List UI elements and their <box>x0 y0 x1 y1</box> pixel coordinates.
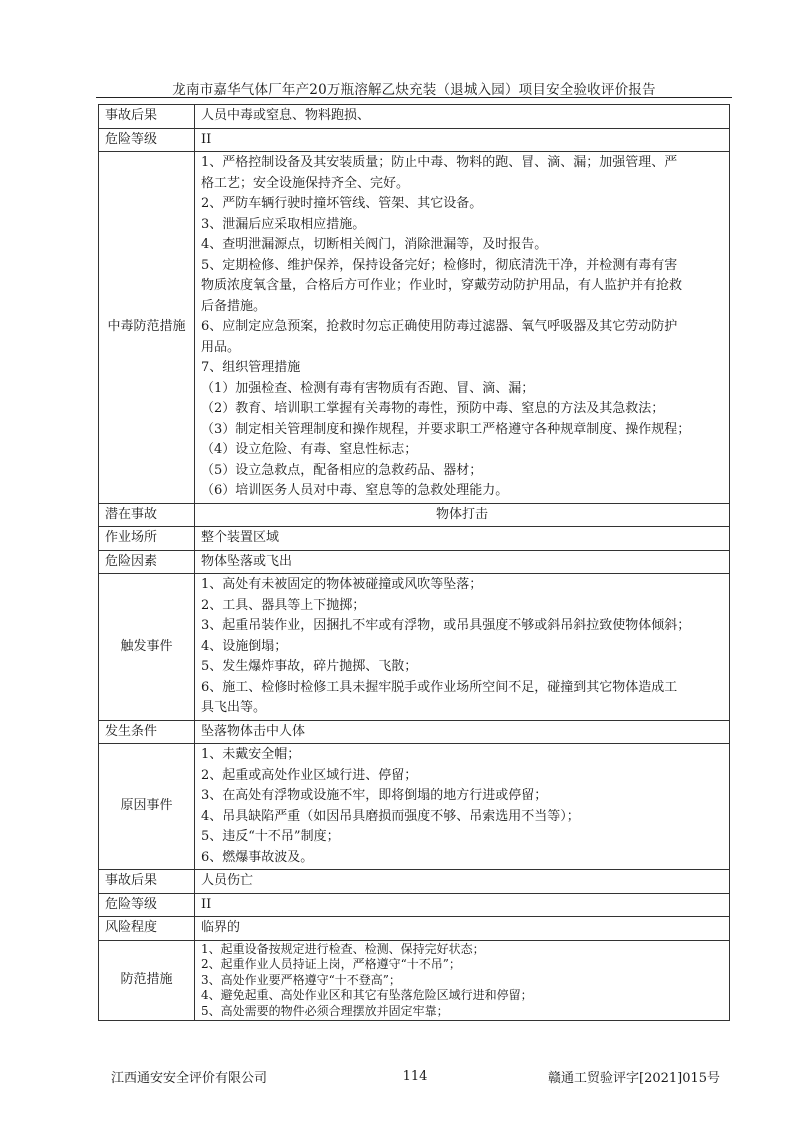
measure-line: 用品。 <box>201 339 241 355</box>
measure-line: （1）加强检查、检测有毒有害物质有否跑、冒、滴、漏； <box>201 380 535 396</box>
trigger-line: 2、工具、器具等上下抛掷； <box>201 597 366 613</box>
measure-line: 3、泄漏后应采取相应措施。 <box>201 216 366 232</box>
table-row <box>99 105 730 129</box>
table-row <box>99 893 730 917</box>
danger-level-value: II <box>195 893 730 917</box>
prevention-measures-label: 防范措施 <box>99 940 195 1021</box>
measure-line: （6）培训医务人员对中毒、窒息等的急救处理能力。 <box>201 483 509 498</box>
occurrence-condition-label: 发生条件 <box>99 720 195 744</box>
trigger-line: 4、设施倒塌； <box>201 638 288 654</box>
measure-line: 5、定期检修、维护保养，保持设备完好；检修时，彻底清洗干净，并检测有毒有害 <box>201 257 678 273</box>
hazard-factor-label: 危险因素 <box>99 550 195 574</box>
cause-event-list <box>195 744 730 870</box>
measure-line: 2、严防车辆行驶时撞坏管线、管架、其它设备。 <box>201 196 483 211</box>
report-header-title: 龙南市嘉华气体厂年产20万瓶溶解乙炔充装（退城入园）项目安全验收评价报告 <box>172 82 656 98</box>
measure-line: （5）设立急救点，配备相应的急救药品、器材； <box>201 462 483 478</box>
hazard-analysis-table <box>98 104 730 1021</box>
prevention-line: 3、高处作业要严格遵守“十不登高”； <box>201 972 401 987</box>
measure-line: 6、应制定应急预案，抢救时勿忘正确使用防毒过滤器、氧气呼吸器及其它劳动防护 <box>201 319 678 334</box>
measure-line: 格工艺；安全设施保持齐全、完好。 <box>201 175 410 191</box>
measure-line: 物质浓度氧含量，合格后方可作业；作业时，穿戴劳动防护用品，有人监护并有抢救 <box>201 278 683 293</box>
risk-degree-label: 风险程度 <box>99 917 195 941</box>
latent-accident-label: 潜在事故 <box>99 503 195 527</box>
table-row <box>99 720 730 744</box>
cause-line: 3、在高处有浮物或设施不牢，即将倒塌的地方行进或停留； <box>201 788 548 803</box>
header-rule <box>96 97 732 98</box>
poison-prevention-label: 中毒防范措施 <box>99 152 195 504</box>
cause-line: 4、吊具缺陷严重（如因吊具磨损而强度不够、吊索选用不当等）； <box>201 808 580 824</box>
trigger-line: 6、施工、检修时检修工具未握牢脱手或作业场所空间不足，碰撞到其它物体造成工 <box>201 679 678 695</box>
cause-line: 2、起重或高处作业区域行进、停留； <box>201 767 418 783</box>
danger-level-value: II <box>195 128 730 152</box>
work-site-value: 整个装置区域 <box>195 527 730 551</box>
footer-company: 江西通安安全评价有限公司 <box>111 1071 268 1086</box>
measure-line: 4、查明泄漏源点，切断相关阀门，消除泄漏等，及时报告。 <box>201 237 548 252</box>
cause-line: 5、违反“十不吊”制度； <box>201 829 340 844</box>
table-row <box>99 503 730 527</box>
prevention-measures-list <box>195 940 730 1021</box>
page-number: 114 <box>402 1069 428 1084</box>
table-row <box>99 128 730 152</box>
measure-line: 7、组织管理措施 <box>201 360 301 375</box>
consequence-value: 人员伤亡 <box>195 870 730 894</box>
occurrence-condition-value: 坠落物体击中人体 <box>195 720 730 744</box>
table-row <box>99 574 730 721</box>
cause-line: 1、未戴安全帽； <box>201 747 301 762</box>
cause-event-label: 原因事件 <box>99 744 195 870</box>
danger-level-label: 危险等级 <box>99 893 195 917</box>
measure-line: （2）教育、培训职工掌握有关毒物的毒性，预防中毒、窒息的方法及其急救法； <box>201 401 665 416</box>
trigger-line: 1、高处有未被固定的物体被碰撞或风吹等坠落； <box>201 577 483 592</box>
measure-line: 后备措施。 <box>201 298 267 314</box>
prevention-line: 4、避免起重、高处作业区和其它有坠落危险区域行进和停留； <box>201 988 533 1002</box>
work-site-label: 作业场所 <box>99 527 195 551</box>
table-row <box>99 744 730 870</box>
table-row <box>99 527 730 551</box>
hazard-factor-value: 物体坠落或飞出 <box>195 550 730 574</box>
consequence-value: 人员中毒或窒息、物料跑损、 <box>195 105 730 129</box>
trigger-line: 5、发生爆炸事故，碎片抛掷、飞散； <box>201 659 418 674</box>
measure-line: 1、严格控制设备及其安装质量；防止中毒、物料的跑、冒、滴、漏；加强管理、严 <box>201 155 678 170</box>
table-row <box>99 152 730 504</box>
table-row <box>99 550 730 574</box>
table-row <box>99 917 730 941</box>
cause-line: 6、燃爆事故波及。 <box>201 849 314 865</box>
trigger-line: 具飞出等。 <box>201 700 267 715</box>
trigger-event-label: 触发事件 <box>99 574 195 721</box>
prevention-line: 2、起重作业人员持证上岗，严格遵守“十不吊”； <box>201 957 461 971</box>
prevention-line: 5、高处需要的物件必须合理摆放并固定牢靠； <box>201 1003 449 1018</box>
footer-document-number: 赣通工贸验评字[2021]015号 <box>548 1071 721 1086</box>
consequence-label: 事故后果 <box>99 870 195 894</box>
poison-prevention-measures <box>195 152 730 504</box>
consequence-label: 事故后果 <box>99 105 195 129</box>
table-row <box>99 940 730 1021</box>
risk-degree-value: 临界的 <box>195 917 730 941</box>
prevention-line: 1、起重设备按规定进行检查、检测、保持完好状态； <box>201 941 485 956</box>
table-row <box>99 870 730 894</box>
trigger-event-list <box>195 574 730 721</box>
trigger-line: 3、起重吊装作业，因捆扎不牢或有浮物，或吊具强度不够或斜吊斜拉致使物体倾斜； <box>201 618 691 633</box>
latent-accident-value: 物体打击 <box>195 503 730 527</box>
measure-line: （4）设立危险、有毒、窒息性标志； <box>201 442 418 457</box>
danger-level-label: 危险等级 <box>99 128 195 152</box>
measure-line: （3）制定相关管理制度和操作规程，并要求职工严格遵守各种规章制度、操作规程； <box>201 421 691 437</box>
